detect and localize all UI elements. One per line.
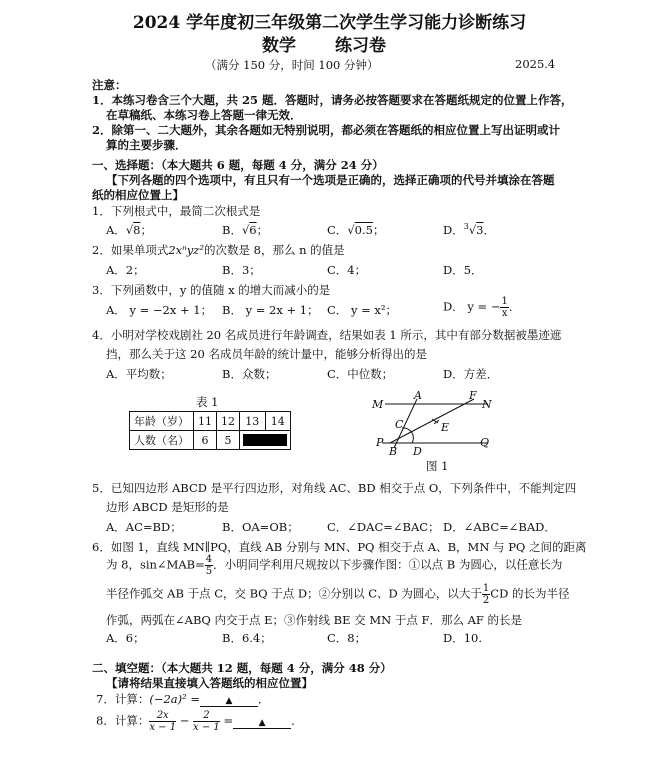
q6-line-4: 作弧，两弧在∠ABQ 内交于点 E；③作射线 BE 交 MN 于点 F．那么 AF 的长是 (106, 613, 523, 627)
q4-stem-line-2: 挡，那么关于这 20 名成员年龄的统计量中，能够分析得出的是 (106, 347, 427, 361)
q2-stem: 2．如果单项式2xⁿyz²的次数是 8，那么 n 的值是 (92, 243, 345, 257)
q7-line: 7．计算：(−2a)² = ▲ ． (96, 692, 270, 706)
q1-option-a: A．√8； (106, 223, 152, 237)
table-cell: 5 (217, 431, 240, 450)
note-2-line-1: 2．除第一、二大题外，其余各题如无特别说明，都必须在答题纸的相应位置上写出证明或计 (92, 123, 560, 137)
note-1-line-1: 1．本练习卷含三个大题，共 25 题．答题时，请务必按答题要求在答题纸规定的位置上作答， (92, 93, 573, 107)
exam-meta: （满分 150 分，时间 100 分钟） (205, 58, 379, 72)
q4-option-c: C．中位数； (327, 367, 394, 381)
q8-line: 8．计算： $\frac{2x}{x - 1}$ − $\frac{2}{x - 1}$ = ▲ ． (96, 710, 303, 733)
q2-option-c: C．4； (327, 263, 367, 277)
section-2-instruction: 【请将结果直接填入答题纸的相应位置】 (106, 676, 313, 690)
q2-option-b: B．3； (222, 263, 261, 277)
paper-label: 练习卷 (335, 36, 386, 56)
table-cell-label: 人数（名） (130, 431, 194, 450)
section-1-instruction-1: 【下列各题的四个选项中，有且只有一个选项是正确的，选择正确项的代号并填涂在答题 (106, 173, 555, 187)
table-row (130, 431, 291, 450)
q3-option-a: A． y = −2x + 1； (106, 303, 213, 317)
q3-option-c: C． y = x²； (327, 303, 397, 317)
note-1-line-2: 在草稿纸、本练习卷上答题一律无效． (106, 108, 302, 122)
q7-answer-blank: ▲ (200, 696, 258, 707)
table-row (130, 412, 291, 431)
notes-label: 注意： (92, 78, 127, 92)
q5-stem-line-2: 边形 ABCD 是矩形的是 (106, 500, 229, 514)
table-cell: 13 (240, 412, 266, 431)
table-cell: 6 (194, 431, 217, 450)
q3-option-b: B． y = 2x + 1； (222, 303, 319, 317)
section-1-instruction-2: 纸的相应位置上】 (92, 188, 184, 202)
q2-option-d: D．5． (443, 263, 483, 277)
q1-option-c: C．√0.5； (327, 223, 385, 237)
label-m: M (372, 398, 384, 411)
label-b: B (389, 445, 398, 458)
q5-option-c: C．∠DAC=∠BAC； (327, 520, 440, 534)
q4-stem-line-1: 4．小明对学校戏剧社 20 名成员进行年龄调查，结果如表 1 所示，其中有部分数据被墨迹遮 (92, 328, 562, 342)
q5-stem-line-1: 5．已知四边形 ABCD 是平行四边形，对角线 AC、BD 相交于点 O，下列条件中，不能判定四 (92, 481, 577, 495)
q5-option-d: D．∠ABC=∠BAD． (443, 520, 556, 534)
q3-stem: 3．下列函数中，y 的值随 x 的增大而减小的是 (92, 283, 331, 297)
q4-option-d: D．方差． (443, 367, 499, 381)
label-f: F (469, 389, 477, 402)
figure-1-diagram (370, 388, 500, 460)
q6-option-a: A．6； (106, 631, 145, 645)
label-e: E (441, 421, 450, 434)
label-c: C (395, 418, 404, 431)
q6-line-3: 半径作弧交 AB 于点 C，交 BQ 于点 D；②分别以 C、D 为圆心，以大于 $\frac{1}{2}$ CD 的长为半径 (106, 583, 570, 606)
q1-option-d: D．$^3$√3． (443, 222, 495, 237)
section-2-heading: 二、填空题：（本大题共 12 题，每题 4 分，满分 48 分） (92, 661, 392, 675)
section-1-heading: 一、选择题：（本大题共 6 题，每题 4 分，满分 24 分） (92, 158, 384, 172)
label-p: P (376, 436, 384, 449)
ink-blot-cell (240, 431, 291, 450)
label-d: D (413, 445, 422, 458)
table-1-caption: 表 1 (196, 395, 219, 409)
subject-label: 数学 (262, 36, 296, 56)
table-1 (129, 411, 291, 450)
q1-stem: 1．下列根式中，最简二次根式是 (92, 204, 261, 218)
q5-option-a: A．AC=BD； (106, 520, 182, 534)
q6-line-1: 6．如图 1，直线 MN∥PQ，直线 AB 分别与 MN、PQ 相交于点 A、B，MN 与 PQ 之间的距离 (92, 540, 587, 554)
q6-option-c: C．8； (327, 631, 367, 645)
table-cell-label: 年龄（岁） (130, 412, 194, 431)
q5-option-b: B．OA=OB； (222, 520, 299, 534)
q8-answer-blank: ▲ (233, 718, 291, 729)
q6-line-2: 为 8，sin∠MAB= $\frac{4}{5}$ ．小明同学利用尺规按以下步骤作图：①以点 B 为圆心，以任意长为 (106, 554, 563, 577)
q3-option-d: D． y = − $\frac{1}{x}$ ． (443, 296, 521, 319)
note-2-line-2: 算的主要步骤． (106, 138, 187, 152)
q4-option-a: A．平均数； (106, 367, 172, 381)
figure-1-caption: 图 1 (426, 459, 449, 473)
q6-option-b: B．6.4； (222, 631, 272, 645)
table-cell: 14 (265, 412, 291, 431)
table-cell: 11 (194, 412, 217, 431)
label-a: A (414, 389, 422, 402)
q1-option-b: B．√6； (222, 223, 269, 237)
label-q: Q (480, 436, 490, 449)
q4-option-b: B．众数； (222, 367, 277, 381)
label-n: N (482, 398, 492, 411)
exam-title: 2024 学年度初三年级第二次学生学习能力诊断练习 (132, 13, 527, 33)
table-cell: 12 (217, 412, 240, 431)
q2-option-a: A．2； (106, 263, 145, 277)
q6-option-d: D．10. (443, 631, 483, 645)
exam-date: 2025.4 (515, 57, 556, 71)
